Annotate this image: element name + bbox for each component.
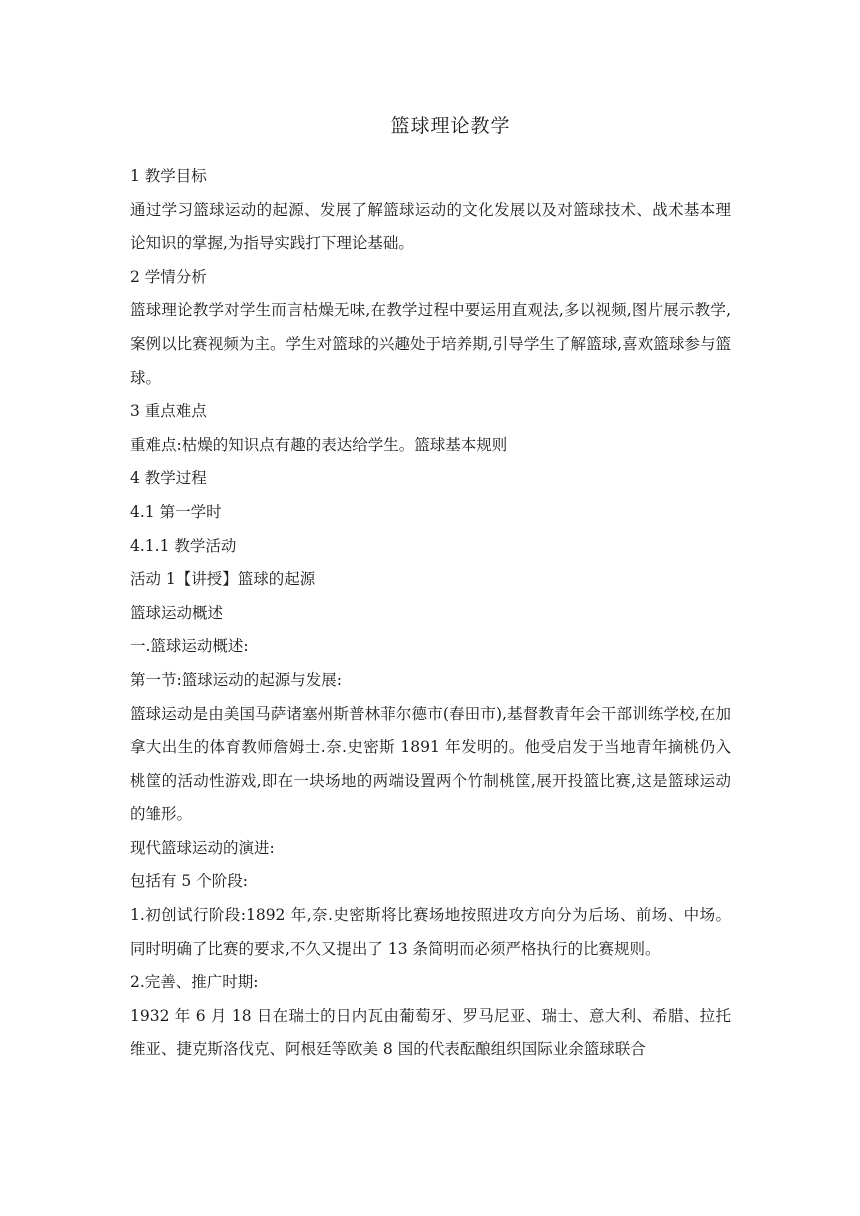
text-line: 一.篮球运动概述: — [130, 637, 249, 656]
subsection-heading: 4.1.1 教学活动 — [130, 536, 237, 555]
section-heading: 2 学情分析 — [130, 267, 207, 286]
section-heading: 1 教学目标 — [130, 167, 207, 185]
document-body — [130, 112, 731, 1067]
text-line: 2.完善、推广时期: — [130, 973, 259, 992]
paragraph: 篮球运动是由美国马萨诸塞州斯普林菲尔德市(春田市),基督教青年会干部训练学校,在加拿大出生的体育教师詹姆士.奈.史密斯 1891 年发明的。他受启发于当地青年摘桃仍入桃筐的活动性游戏,即在一块场地的两端设置两个竹制桃筐,展开投篮比赛,这是篮球运动的雏形。 — [130, 704, 731, 824]
section-heading: 3 重点难点 — [130, 402, 207, 421]
paragraph: 重难点:枯燥的知识点有趣的表达给学生。篮球基本规则 — [130, 435, 508, 454]
text-line: 现代篮球运动的演进: — [130, 838, 275, 857]
paragraph: 篮球理论教学对学生而言枯燥无味,在教学过程中要运用直观法,多以视频,图片展示教学,案例以比赛视频为主。学生对篮球的兴趣处于培养期,引导学生了解篮球,喜欢篮球参与篮球。 — [130, 301, 731, 387]
section-heading: 4 教学过程 — [130, 469, 207, 488]
text-line: 包括有 5 个阶段: — [130, 872, 248, 891]
paragraph: 1.初创试行阶段:1892 年,奈.史密斯将比赛场地按照进攻方向分为后场、前场、中场。同时明确了比赛的要求,不久又提出了 13 条简明而必须严格执行的比赛规则。 — [130, 906, 731, 958]
activity-heading: 活动 1【讲授】篮球的起源 — [130, 570, 316, 589]
text-line: 篮球运动概述 — [130, 603, 224, 622]
paragraph: 通过学习篮球运动的起源、发展了解篮球运动的文化发展以及对篮球技术、战术基本理论知识的掌握,为指导实践打下理论基础。 — [130, 200, 731, 253]
paragraph: 1932 年 6 月 18 日在瑞士的日内瓦由葡萄牙、罗马尼亚、瑞士、意大利、希腊、拉托维亚、捷克斯洛伐克、阿根廷等欧美 8 国的代表酝酿组织国际业余篮球联合 — [130, 1006, 731, 1059]
subsection-heading: 4.1 第一学时 — [130, 502, 222, 521]
document-title: 篮球理论教学 — [390, 115, 511, 137]
text-line: 第一节:篮球运动的起源与发展: — [130, 670, 342, 689]
